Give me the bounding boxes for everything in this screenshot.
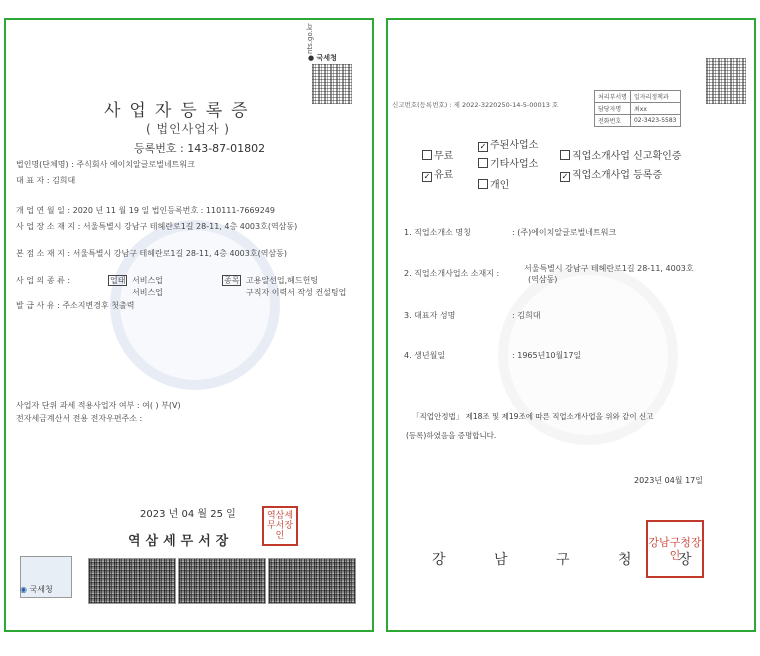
office-char-3: 구 (556, 552, 570, 568)
business-type-value-2: 서비스업 (132, 288, 163, 297)
office-char-2: 남 (494, 552, 508, 568)
issue-date: 2023 년 04 월 25 일 (140, 509, 236, 520)
item-3-label: 3. 대표자 성명 (404, 311, 456, 320)
footer-nts-logo: ◉ 국세청 (20, 585, 53, 594)
nts-emblem-icon: ◉ (20, 585, 27, 594)
doc-title: 사업자등록증 (104, 101, 257, 121)
office-char-4: 청 (618, 552, 632, 568)
business-item-value-1: 고용알선업,헤드헌팅 (246, 276, 319, 285)
office-char-1: 강 (432, 552, 446, 568)
item-4-value: : 1965년10월17일 (512, 351, 582, 360)
field-business-type-label: 사 업 의 종 류 : (16, 276, 71, 285)
checkbox-registration: ✓ 직업소개사업 등록증 (561, 170, 663, 181)
qr-code (312, 64, 352, 104)
field-representative: 대 표 자 : 김희대 (16, 176, 76, 185)
watermark-emblem (110, 220, 280, 390)
item-1-value: : (주)에이치알글로벌네트워크 (512, 228, 617, 237)
business-type-tag: 업태 (110, 276, 126, 285)
security-code-3 (268, 558, 356, 604)
tax-office-seal: 역삼세무서장인 (262, 506, 298, 546)
item-1-label: 1. 직업소개소 명칭 (404, 228, 471, 237)
site-vertical-text: nts.go.kr (306, 23, 314, 54)
tax-office-name: 역삼세무서장 (128, 534, 234, 549)
security-code-1 (88, 558, 176, 604)
item-2-label: 2. 직업소개사업소 소재지 : (404, 269, 500, 278)
field-hq-address: 본 점 소 재 지 : 서울특별시 강남구 테헤란로1길 28-11, 4층 4003호(역삼동) (16, 249, 287, 258)
statement-line-2: (등록)하였음을 증명합니다. (406, 431, 497, 440)
checkbox-individual: 개인 (478, 176, 509, 191)
e-invoice-email: 전자세금계산서 전용 전자우편주소 : (16, 414, 143, 423)
checkbox-report-confirm: 직업소개사업 신고확인증 (560, 147, 681, 162)
checkbox-main-office: ✓ 주된사업소 (479, 140, 539, 151)
certificate-date: 2023년 04월 17일 (634, 476, 703, 485)
processing-table: 처리부서명 일자리정책과 담당자명 최xx 전화번호 02-3423-5583 (594, 90, 681, 127)
field-issue-reason: 발 급 사 유 : 주소지변경후 첫출력 (16, 301, 135, 310)
registration-number: 등록번호 : 143-87-01802 (134, 142, 266, 155)
item-4-label: 4. 생년월일 (404, 351, 446, 360)
business-item-tag: 종목 (224, 276, 240, 285)
item-3-value: : 김희대 (512, 311, 541, 320)
field-business-address: 사 업 장 소 재 지 : 서울특별시 강남구 테헤란로1길 28-11, 4층 4003호(역삼동) (16, 222, 298, 231)
business-type-value-1: 서비스업 (132, 276, 163, 285)
business-registration-certificate (4, 18, 374, 632)
job-placement-certificate (386, 18, 756, 632)
checkbox-other-office: 기타사업소 (478, 155, 538, 170)
business-item-value-2: 구직자 이력서 작성 컨설팅업 (246, 288, 347, 297)
nts-logo: ● 국세청 (308, 54, 337, 62)
doc-subtitle: ( 법인사업자 ) (146, 122, 230, 136)
security-code-2 (178, 558, 266, 604)
nts-logo-icon: ● (308, 54, 315, 62)
report-number: 신고번호(등록번호) : 제 2022-3220250-14-5-00013 호 (392, 101, 559, 109)
field-company-name: 법인명(단체명) : 주식회사 에이치알글로벌네트워크 (16, 160, 195, 169)
tax-unit-status: 사업자 단위 과세 적용사업자 여부 : 여( ) 부(V) (16, 401, 181, 410)
checkbox-free: 무료 (422, 147, 453, 162)
district-office-seal: 강남구청장인 (646, 520, 704, 578)
item-2-value: 서울특별시 강남구 테헤란로1길 28-11, 4003호 (524, 264, 694, 273)
checkbox-paid: ✓ 유료 (423, 170, 454, 181)
statement-line-1: 「직업안정법」 제18조 및 제19조에 따른 직업소개사업을 위와 같이 신고 (412, 412, 654, 421)
qr-code (706, 58, 746, 104)
item-2-value-line2: (역삼동) (528, 275, 558, 284)
field-open-date: 개 업 연 월 일 : 2020 년 11 월 19 일 법인등록번호 : 110111-7669249 (16, 206, 275, 215)
office-char-5: 장 (678, 552, 692, 568)
